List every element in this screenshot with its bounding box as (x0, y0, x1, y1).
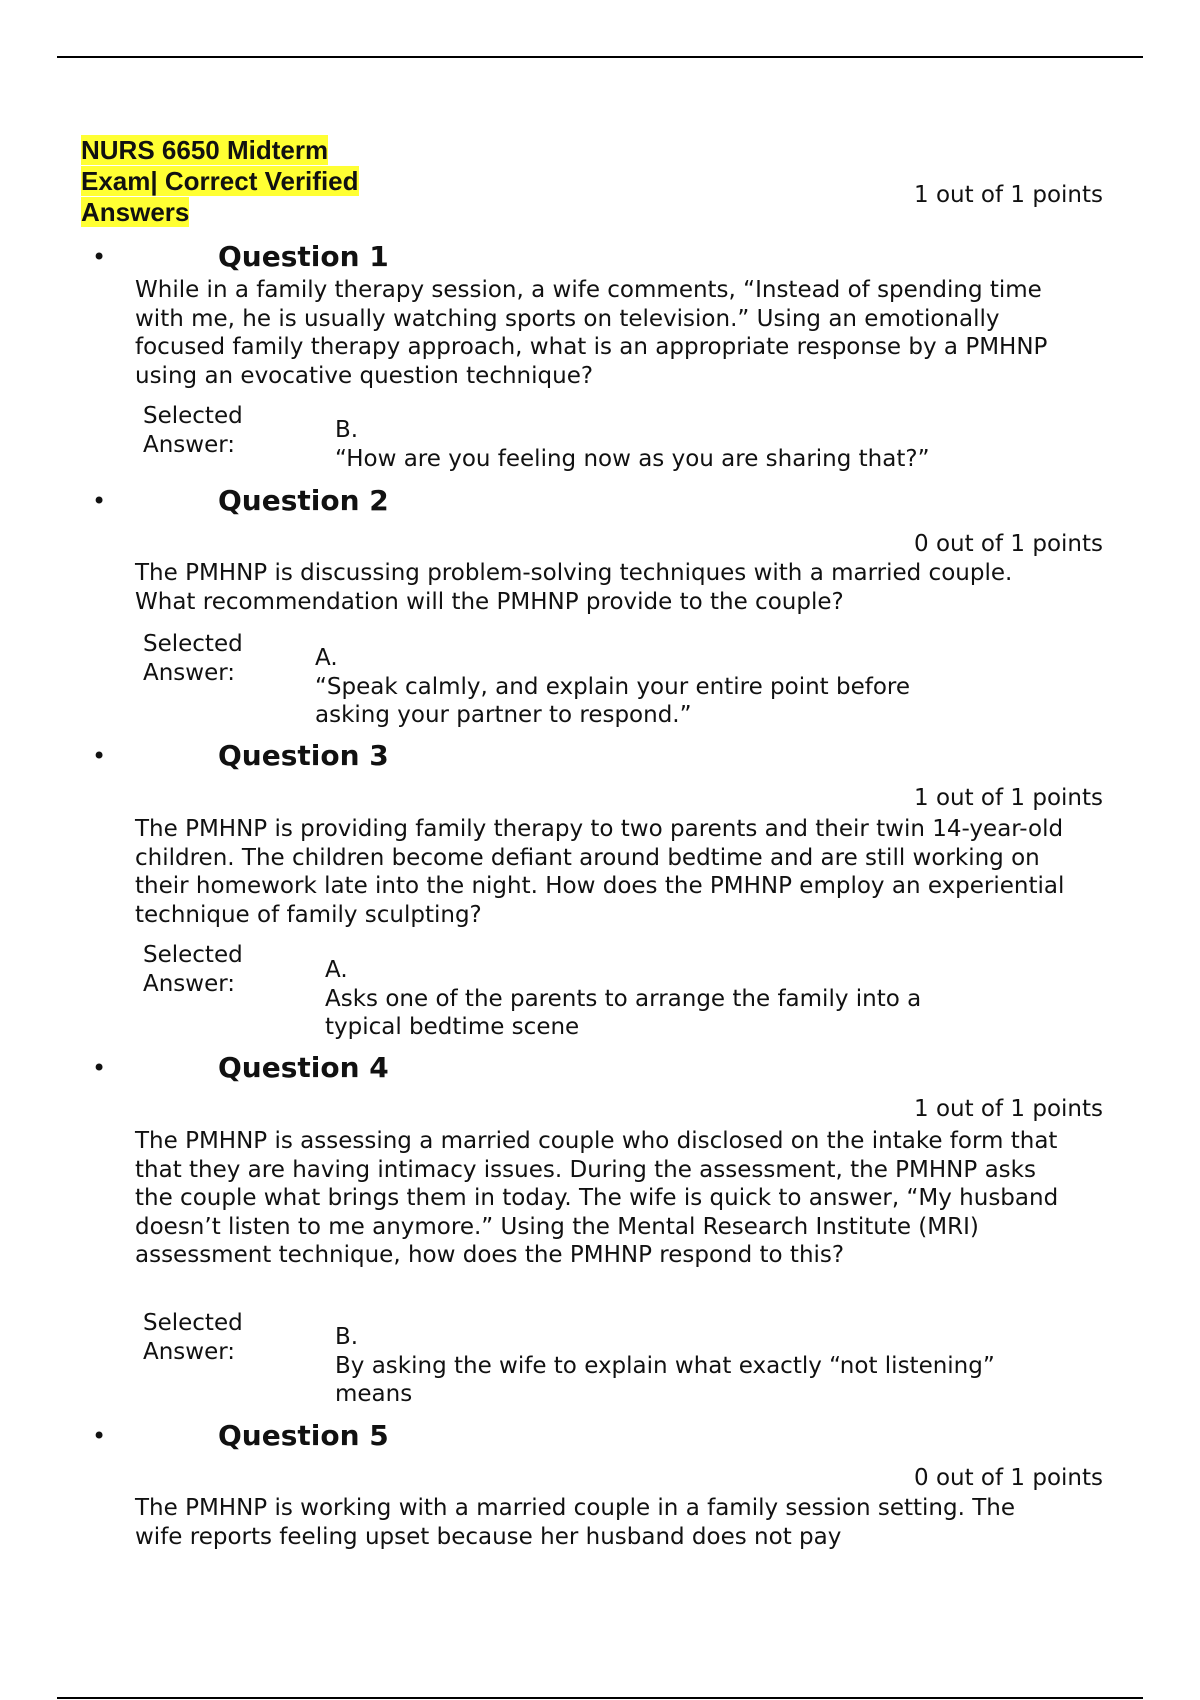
question-2-answer (315, 644, 955, 730)
bullet-icon: • (92, 487, 107, 515)
question-2-title: Question 2 (218, 484, 389, 517)
question-4-selected-label: Selected Answer: (143, 1310, 243, 1365)
question-2-answer-letter: A. (315, 645, 338, 671)
question-4-answer-text: By asking the wife to explain what exactly “not listening” means (335, 1352, 995, 1407)
question-1-selected-label: Selected Answer: (143, 403, 243, 458)
question-2-text: The PMHNP is discussing problem-solving techniques with a married couple. What recommendation will the PMHNP provide to the couple? (135, 560, 1013, 615)
question-4-title: Question 4 (218, 1051, 389, 1084)
question-2-answer-text: “Speak calmly, and explain your entire point before asking your partner to respond.” (315, 673, 911, 728)
question-1-title: Question 1 (218, 240, 389, 273)
top-rule (57, 56, 1143, 58)
document-title: NURS 6650 Midterm Exam| Correct Verified Answers (81, 135, 359, 227)
question-3-title: Question 3 (218, 739, 389, 772)
question-4-text: The PMHNP is assessing a married couple who disclosed on the intake form that that they are having intimacy issues. During the assessment, the PMHNP asks the couple what brings them in today. The wife is quick to answer, “My husband doesn’t listen to me anymore.” Using the Mental Research Institute (MRI) assessment technique, how does the PMHNP respond to this? (135, 1128, 1059, 1268)
question-5-points: 0 out of 1 points (914, 1465, 1103, 1491)
question-4-points: 1 out of 1 points (914, 1096, 1103, 1122)
question-4-answer-letter: B. (335, 1324, 359, 1350)
question-2-selected-label: Selected Answer: (143, 631, 243, 686)
question-2-points: 0 out of 1 points (914, 531, 1103, 557)
question-3-selected-label: Selected Answer: (143, 942, 243, 997)
bullet-icon: • (92, 1054, 107, 1082)
bullet-icon: • (92, 742, 107, 770)
question-3-answer-text: Asks one of the parents to arrange the family into a typical bedtime scene (325, 985, 922, 1040)
bullet-icon: • (92, 1422, 107, 1450)
bottom-rule (57, 1697, 1143, 1699)
question-3-points: 1 out of 1 points (914, 785, 1103, 811)
question-3-header (0, 738, 1200, 774)
question-1-points: 1 out of 1 points (914, 182, 1103, 208)
question-1-answer-letter: B. (335, 417, 359, 443)
question-1-answer-text: “How are you feeling now as you are sharing that?” (335, 445, 930, 472)
bullet-icon: • (92, 243, 107, 271)
question-3-answer-letter: A. (325, 957, 348, 983)
question-1-text: While in a family therapy session, a wife comments, “Instead of spending time with me, he is usually watching sports on television.” Using an emotionally focused family therapy approach, what is an appropriate response by a PMHNP using an evocative question technique? (135, 277, 1048, 389)
question-1-answer (335, 416, 1055, 473)
question-4-header (0, 1050, 1200, 1086)
question-3-text: The PMHNP is providing family therapy to two parents and their twin 14-year-old children. The children become defiant around bedtime and are still working on their homework late into the night. How does the PMHNP employ an experiential technique of family sculpting? (135, 816, 1065, 928)
question-2-header (0, 483, 1200, 519)
question-5-header (0, 1418, 1200, 1454)
question-5-text: The PMHNP is working with a married couple in a family session setting. The wife reports feeling upset because her husband does not pay (135, 1495, 1015, 1550)
question-5-title: Question 5 (218, 1419, 389, 1452)
question-4-answer (335, 1323, 1055, 1409)
question-1-header (0, 239, 1200, 275)
question-3-answer (325, 956, 965, 1042)
